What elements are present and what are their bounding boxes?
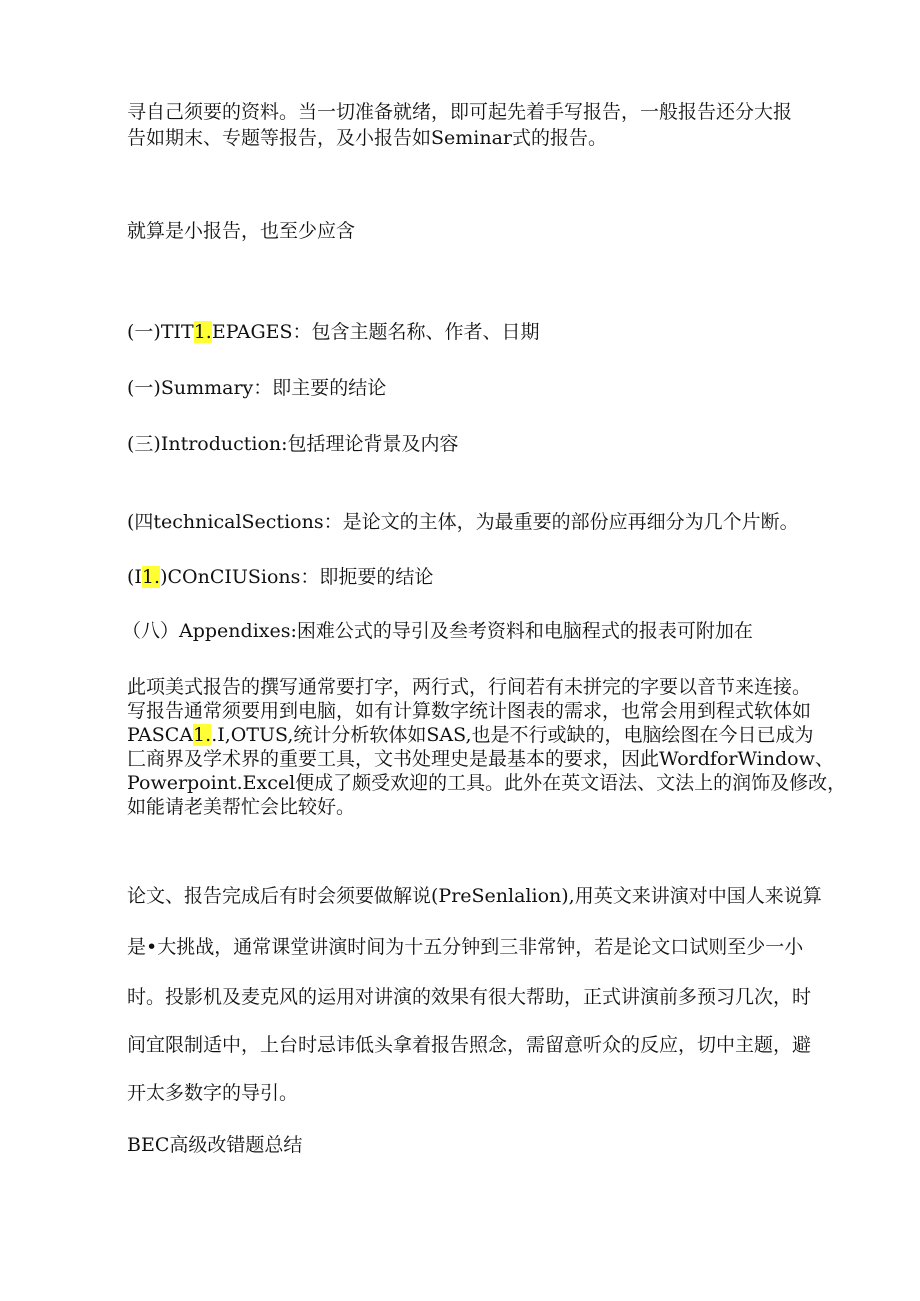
para2-line-4: 间宜限制适中，上台时忌讳低头拿着报告照念，需留意听众的反应，切中主题，避	[127, 1034, 812, 1056]
para1-line-3	[127, 723, 814, 747]
para1-line-2: 写报告通常须要用到电脑，如有计算数字统计图表的需求，也常会用到程式软体如	[127, 700, 812, 722]
para1-line-4: 匚商界及学术界的重要工具，文书处理史是最基本的要求，因此WordforWindow、	[127, 748, 834, 770]
para1-line-5: Powerpoint.Excel便成了颇受欢迎的工具。此外在英文语法、文法上的润饰及修改，	[127, 772, 847, 794]
lead-sentence: 就算是小报告，也至少应含	[127, 220, 356, 242]
section-prefix: (I	[127, 566, 142, 588]
para2-line-3: 时。投影机及麦克风的运用对讲演的效果有很大帮助，正式讲演前多预习几次，时	[127, 986, 812, 1008]
section-summary: (一)Summary：即主要的结论	[127, 377, 387, 399]
para1-line-3-suffix: .I,OTUS,统计分析软体如SAS,也是不行或缺的，电脑绘图在今日已成为	[211, 724, 814, 746]
section-prefix: (一)TIT	[127, 321, 194, 343]
highlighted-text: 1.	[193, 724, 212, 746]
highlighted-text: 1.	[141, 566, 161, 588]
para2-line-5: 开太多数字的导引。	[127, 1082, 299, 1104]
section-suffix: )COnCIUSions：即扼要的结论	[160, 566, 434, 588]
para1-line-3-prefix: PASCA	[127, 724, 194, 746]
section-suffix: EPAGES：包含主题名称、作者、日期	[211, 321, 540, 343]
footer-heading: BEC高级改错题总结	[127, 1134, 303, 1156]
section-title-pages	[127, 320, 540, 344]
intro-line-2: 告如期末、专题等报告，及小报告如Seminar式的报告。	[127, 127, 608, 149]
highlighted-text: 1.	[193, 321, 212, 343]
section-introduction: (三)Introduction:包括理论背景及内容	[127, 433, 459, 455]
section-technical: (四technicalSections：是论文的主体，为最重要的部份应再细分为几个片断。	[127, 511, 799, 533]
para1-line-1: 此项美式报告的撰写通常要打字，两行式，行间若有未拼完的字要以音节来连接。	[127, 676, 812, 698]
section-appendixes: （八）Appendixes:困难公式的导引及叁考资料和电脑程式的报表可附加在	[122, 620, 753, 642]
intro-line-1: 寻自己须要的资料。当一切准备就绪，即可起先着手写报告，一般报告还分大报	[127, 101, 793, 123]
para1-line-6: 如能请老美帮忙会比较好。	[127, 796, 356, 818]
section-conclusions	[127, 565, 433, 589]
para2-line-2: 是•大挑战，通常课堂讲演时间为十五分钟到三非常钟，若是论文口试则至少一小	[127, 936, 804, 958]
para2-line-1: 论文、报告完成后有时会须要做解说(PreSenlalion),用英文来讲演对中国人来说算	[127, 885, 822, 907]
